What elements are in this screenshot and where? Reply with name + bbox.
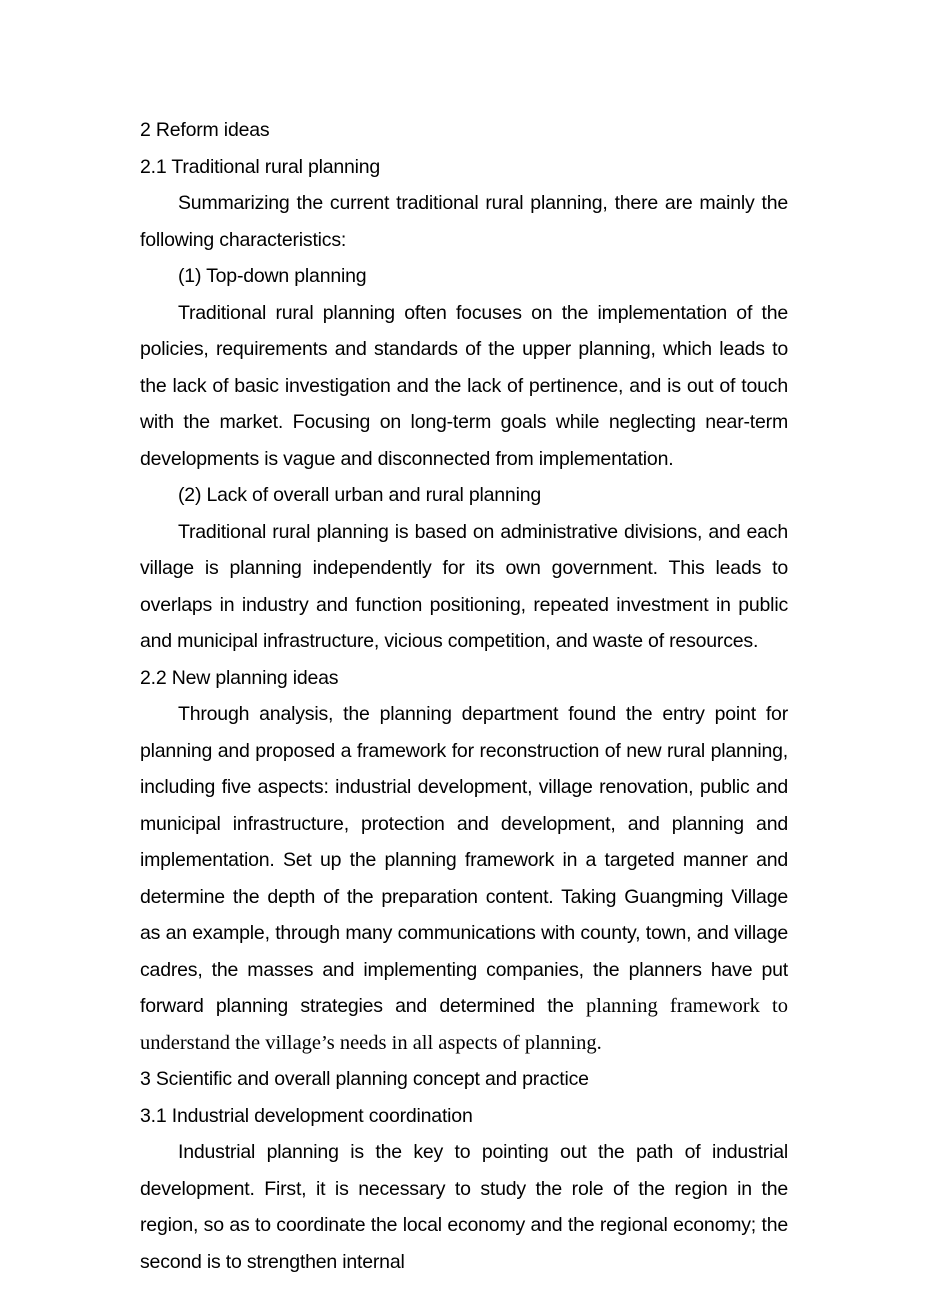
heading-new-planning-ideas: 2.2 New planning ideas (140, 666, 339, 689)
paragraph-industrial-planning: Industrial planning is the key to pointing out the path of industrial development. First, it is necessary to study the role of the region in the region, so as to coordinate the local economy and the regional economy; the second is to strengthen internal (140, 1141, 788, 1273)
heading-scientific-planning-concept: 3 Scientific and overall planning concept and practice (140, 1068, 589, 1090)
heading-traditional-rural-planning: 2.1 Traditional rural planning (140, 155, 381, 178)
heading-reform-ideas: 2 Reform ideas (140, 119, 270, 141)
list-item-lack-of-overall-planning: (2) Lack of overall urban and rural planning (178, 484, 542, 506)
paragraph-summarizing: Summarizing the current traditional rural planning, there are mainly the following characteristics: (140, 192, 788, 251)
paragraph-new-planning-framework (140, 696, 788, 1061)
document-text-block (140, 112, 788, 1280)
paragraph-administrative-divisions: Traditional rural planning is based on administrative divisions, and each village is planning independently for its own government. This leads to overlaps in industry and function positioning, repeated investment in public and municipal infrastructure, vicious competition, and waste of resources. (140, 520, 788, 652)
paragraph-top-down-detail: Traditional rural planning often focuses on the implementation of the policies, requirements and standards of the upper planning, which leads to the lack of basic investigation and the lack of pertinence, and is out of touch with the market. Focusing on long-term goals while neglecting near-term developments is vague and disconnected from implementation. (140, 301, 788, 470)
paragraph-new-planning-framework-serif-run: planning framework to understand the village’s needs in all aspects of planning. (140, 995, 788, 1054)
heading-industrial-development-coordination: 3.1 Industrial development coordination (140, 1104, 473, 1127)
paragraph-new-planning-framework-sans-run: Through analysis, the planning department found the entry point for planning and proposed a framework for reconstruction of new rural planning, including five aspects: industrial development, village renovation, public and municipal infrastructure, protection and development, and planning and implementation. Set up the planning framework in a targeted manner and determine the depth of the preparation content. Taking Guangming Village as an example, through many communications with county, town, and village cadres, the masses and implementing companies, the planners have put forward planning strategies and determined the (140, 703, 788, 1017)
list-item-top-down-planning: (1) Top-down planning (178, 265, 367, 287)
